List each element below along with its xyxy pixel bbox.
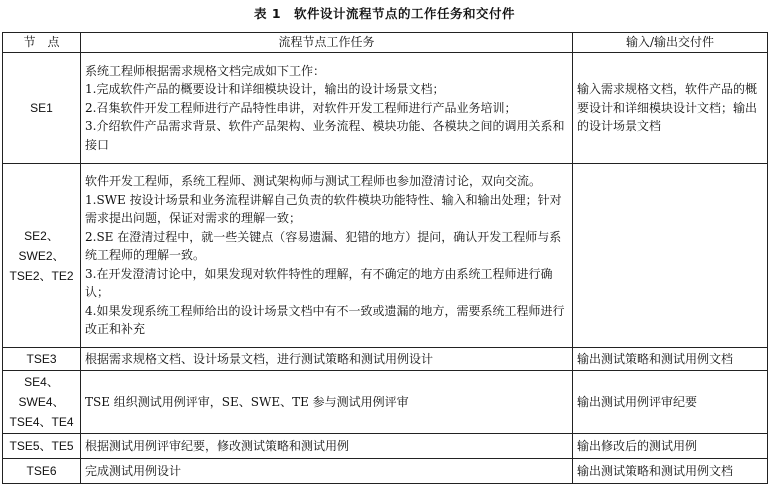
task-line: 3.介绍软件产品需求背景、软件产品架构、业务流程、模块功能、各模块之间的调用关系和接口 <box>85 119 565 152</box>
node-cell <box>3 371 81 434</box>
header-task: 流程节点工作任务 <box>81 33 573 53</box>
header-deliverable: 输入/输出交付件 <box>573 33 768 53</box>
table-header-row <box>3 33 768 53</box>
node-label: SE2、SWE2、 <box>18 228 65 263</box>
node-cell <box>3 348 81 371</box>
node-label: TSE4、TE4 <box>9 415 74 429</box>
table-row <box>3 459 768 484</box>
task-line: 2.SE 在澄清过程中，就一些关键点（容易遗漏、犯错的地方）提问，确认开发工程师与系统工程师的理解一致。 <box>85 229 562 263</box>
deliverable-cell: 输出测试策略和测试用例文档 <box>573 459 768 484</box>
node-cell <box>3 164 81 348</box>
node-cell <box>3 459 81 484</box>
task-line: 根据测试用例评审纪要，修改测试策略和测试用例 <box>85 438 350 453</box>
deliverable-cell <box>573 164 768 348</box>
node-cell <box>3 434 81 459</box>
task-line: 1.完成软件产品的概要设计和详细模块设计，输出的设计场景文档； <box>85 82 445 97</box>
task-line: 完成测试用例设计 <box>85 463 182 478</box>
deliverable-cell: 输入需求规格文档，软件产品的概要设计和详细模块设计文档；输出的设计场景文档 <box>573 53 768 164</box>
workflow-table <box>2 32 768 484</box>
task-line: 1.SWE 按设计场景和业务流程讲解自己负责的软件模块功能特性、输入和输出处理；针对需求提出问题，保证对需求的理解一致； <box>85 192 562 226</box>
table-caption: 表 1 软件设计流程节点的工作任务和交付件 <box>253 6 516 21</box>
table-row <box>3 348 768 371</box>
table-row <box>3 371 768 434</box>
node-label: TSE6 <box>26 464 57 478</box>
table-row <box>3 434 768 459</box>
node-label: TSE2、TE2 <box>9 268 74 283</box>
deliverable-cell: 输出修改后的测试用例 <box>573 434 768 459</box>
task-line: 系统工程师根据需求规格文档完成如下工作： <box>85 63 326 78</box>
task-cell <box>81 371 573 434</box>
task-line: 3.在开发澄清讨论中，如果发现对软件特性的理解，有不确定的地方由系统工程师进行确认； <box>85 266 553 300</box>
node-label: SE1 <box>30 101 53 115</box>
table-row <box>3 53 768 164</box>
task-cell <box>81 348 573 371</box>
task-line: 4.如果发现系统工程师给出的设计场景文档中有不一致或遗漏的地方，需要系统工程师进行改正和补充 <box>85 303 565 337</box>
deliverable-cell: 输出测试策略和测试用例文档 <box>573 348 768 371</box>
table-row <box>3 164 768 348</box>
node-cell <box>3 53 81 164</box>
task-cell <box>81 53 573 164</box>
header-node: 节 点 <box>3 33 81 53</box>
node-label: TSE3 <box>26 352 57 366</box>
task-line: TSE 组织测试用例评审，SE、SWE、TE 参与测试用例评审 <box>85 394 409 409</box>
task-cell <box>81 459 573 484</box>
task-line: 软件开发工程师，系统工程师、测试架构师与测试工程师也参加澄清讨论，双向交流。 <box>85 174 542 189</box>
task-line: 根据需求规格文档、设计场景文档，进行测试策略和测试用例设计 <box>85 351 434 366</box>
task-cell <box>81 434 573 459</box>
node-label: TSE5、TE5 <box>9 439 74 453</box>
deliverable-cell: 输出测试用例评审纪要 <box>573 371 768 434</box>
task-cell <box>81 164 573 348</box>
node-label: SE4、SWE4、 <box>18 375 65 409</box>
task-line: 2.召集软件开发工程师进行产品特性串讲，对软件开发工程师进行产品业务培训； <box>85 100 517 115</box>
